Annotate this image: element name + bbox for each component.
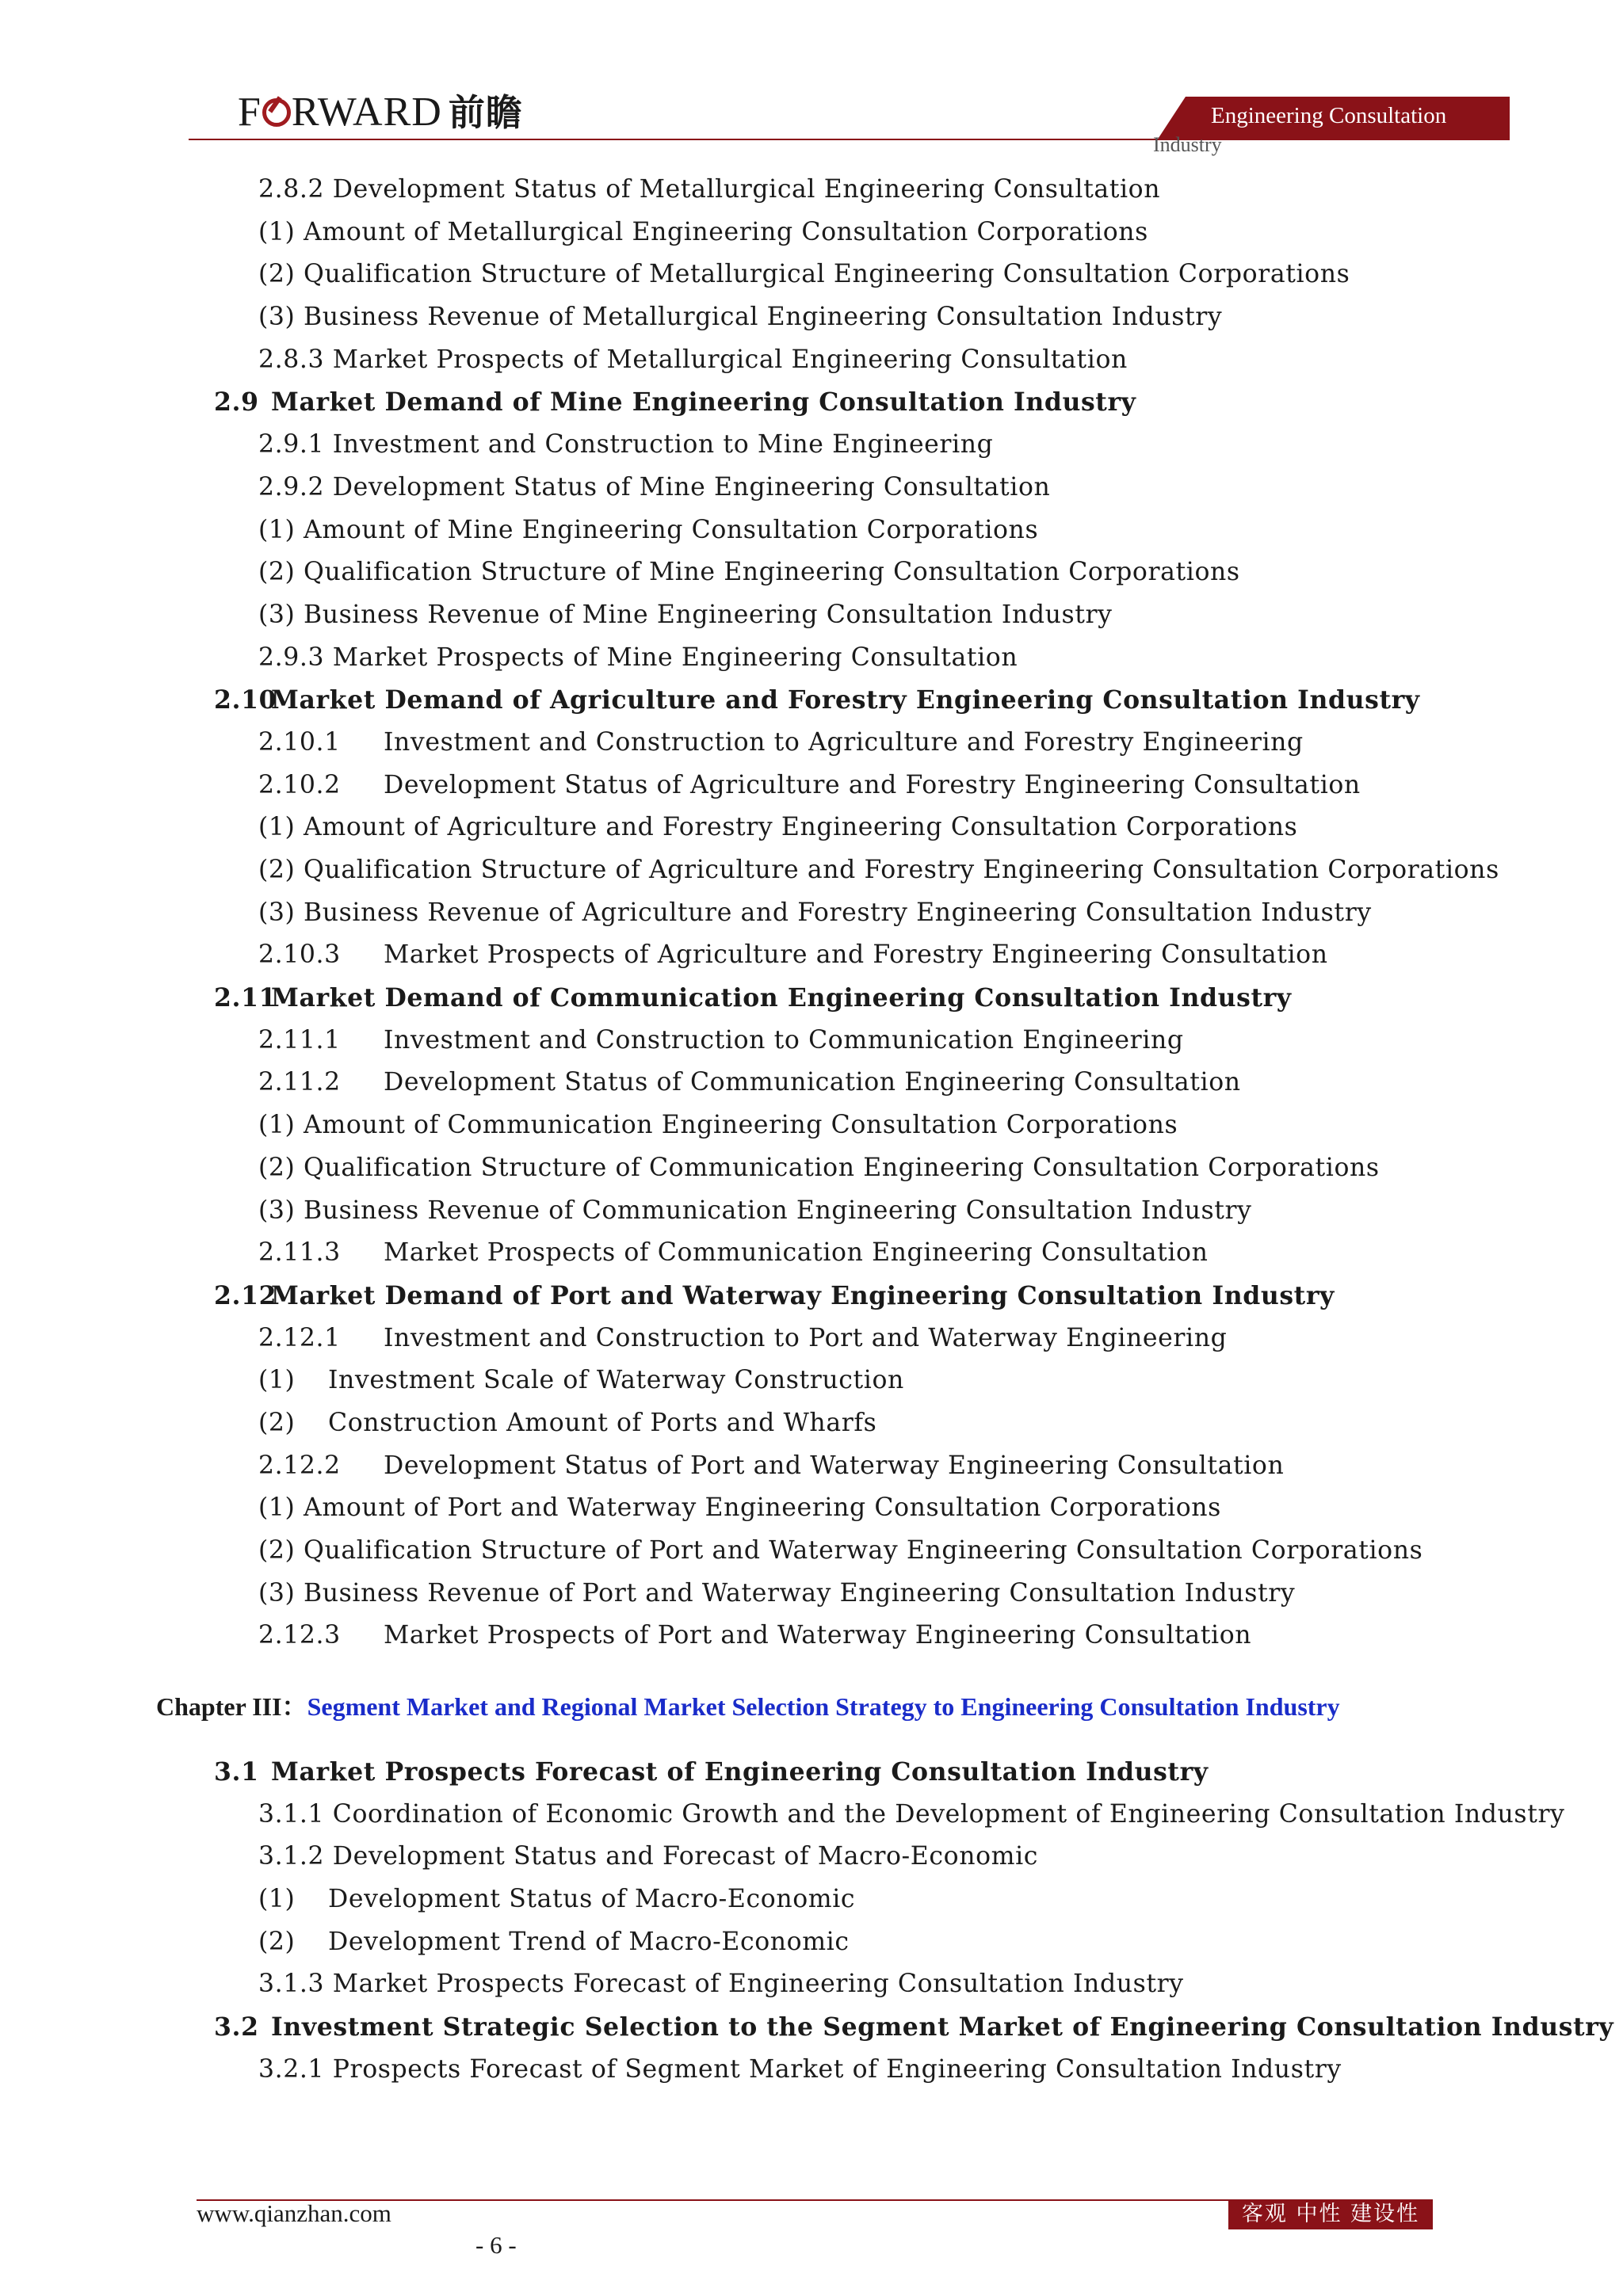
toc-entry-number: 2.10.2 bbox=[258, 770, 341, 799]
toc-entry-text: Market Prospects of Communication Engineering Consultation bbox=[384, 1238, 1209, 1268]
toc-subentry[interactable] bbox=[0, 807, 1623, 849]
toc-entry-text: 3.1.3 Market Prospects Forecast of Engineering Consultation Industry bbox=[258, 1970, 1184, 1999]
toc-entry-text: Development Status of Agriculture and Forestry Engineering Consultation bbox=[384, 770, 1361, 799]
toc-subentry[interactable] bbox=[0, 1020, 1623, 1062]
toc-subentry[interactable] bbox=[0, 1530, 1623, 1573]
toc-subentry[interactable] bbox=[0, 1232, 1623, 1275]
toc-entry-text: (2) Qualification Structure of Port and Waterway Engineering Consultation Corporations bbox=[258, 1536, 1423, 1565]
toc-subentry[interactable] bbox=[0, 1445, 1623, 1488]
toc-section-entry[interactable] bbox=[0, 381, 1623, 424]
toc-section-entry[interactable] bbox=[0, 1751, 1623, 1794]
toc-subentry[interactable] bbox=[0, 1360, 1623, 1402]
toc-entry-text: 3.2.1 Prospects Forecast of Segment Market of Engineering Consultation Industry bbox=[258, 2054, 1342, 2084]
toc-subentry[interactable] bbox=[0, 1573, 1623, 1615]
toc-entry-text: 2.9.1 Investment and Construction to Mine Engineering bbox=[258, 430, 994, 460]
toc-entry-number: 2.11.3 bbox=[258, 1238, 341, 1268]
toc-subentry[interactable] bbox=[0, 296, 1623, 339]
toc-subentry[interactable] bbox=[0, 551, 1623, 594]
toc-entry-text: Construction Amount of Ports and Wharfs bbox=[328, 1408, 877, 1437]
toc-entry-text: Market Prospects Forecast of Engineering Consultation Industry bbox=[271, 1757, 1209, 1787]
toc-entry-text: Development Status of Macro-Economic bbox=[328, 1885, 856, 1914]
toc-entry-text: 3.1.2 Development Status and Forecast of Macro-Economic bbox=[258, 1842, 1039, 1871]
toc-subentry[interactable] bbox=[0, 1318, 1623, 1360]
toc-subentry[interactable] bbox=[0, 212, 1623, 254]
toc-subentry[interactable] bbox=[0, 1402, 1623, 1445]
toc-entry-number: 3.1 bbox=[214, 1757, 259, 1787]
toc-entry-number: 2.11.1 bbox=[258, 1025, 341, 1055]
toc-entry-text: Market Demand of Port and Waterway Engineering Consultation Industry bbox=[271, 1280, 1335, 1310]
toc-entry-text: (1) Amount of Agriculture and Forestry Engineering Consultation Corporations bbox=[258, 813, 1298, 842]
logo-o-mark-icon bbox=[262, 98, 291, 127]
toc-subentry[interactable] bbox=[0, 1963, 1623, 2006]
toc-subentry[interactable] bbox=[0, 1104, 1623, 1147]
header-tab-label: Engineering Consultation bbox=[1211, 103, 1447, 128]
logo-letter-f: F bbox=[238, 90, 262, 135]
toc-subentry[interactable] bbox=[0, 765, 1623, 807]
toc-entry-text: 3.1.1 Coordination of Economic Growth and the Development of Engineering Consultation Industry bbox=[258, 1799, 1565, 1829]
toc-subentry[interactable] bbox=[0, 339, 1623, 382]
toc-entry-text: (1) Amount of Mine Engineering Consultation Corporations bbox=[258, 515, 1039, 544]
toc-entry-text: Market Demand of Communication Engineering Consultation Industry bbox=[271, 983, 1292, 1013]
toc-subentry[interactable] bbox=[0, 254, 1623, 296]
logo-letters-rward: RWARD bbox=[291, 90, 442, 135]
toc-entry-number: 2.12.2 bbox=[258, 1451, 341, 1480]
toc-entry-number: 2.10 bbox=[214, 685, 277, 715]
toc-entry-text: (2) Qualification Structure of Mine Engineering Consultation Corporations bbox=[258, 558, 1240, 587]
toc-entry-number: 2.12 bbox=[214, 1280, 277, 1310]
footer-website-link[interactable]: www.qianzhan.com bbox=[197, 2199, 391, 2227]
table-of-contents-chapter-3 bbox=[0, 1751, 1623, 2092]
toc-entry-text: (3) Business Revenue of Mine Engineering Consultation Industry bbox=[258, 600, 1113, 629]
toc-subentry[interactable] bbox=[0, 1836, 1623, 1878]
toc-entry-number: 2.11 bbox=[214, 983, 277, 1013]
toc-entry-text: Market Demand of Agriculture and Forestry Engineering Consultation Industry bbox=[271, 685, 1420, 715]
toc-subentry[interactable] bbox=[0, 1487, 1623, 1530]
toc-entry-number: 2.11.2 bbox=[258, 1068, 341, 1097]
toc-entry-text: Market Demand of Mine Engineering Consultation Industry bbox=[271, 387, 1136, 418]
header-tab-overflow-text: Industry bbox=[1153, 133, 1222, 156]
toc-entry-text: 2.9.3 Market Prospects of Mine Engineering Consultation bbox=[258, 643, 1018, 672]
toc-subentry[interactable] bbox=[0, 892, 1623, 935]
toc-entry-text: (3) Business Revenue of Port and Waterway Engineering Consultation Industry bbox=[258, 1578, 1296, 1608]
toc-subentry[interactable] bbox=[0, 849, 1623, 892]
toc-entry-text: (1) Amount of Communication Engineering Consultation Corporations bbox=[258, 1111, 1178, 1140]
toc-entry-text: (2) Qualification Structure of Metallurgical Engineering Consultation Corporations bbox=[258, 260, 1350, 289]
toc-entry-number: (1) bbox=[258, 1366, 296, 1395]
toc-entry-number: (1) bbox=[258, 1885, 296, 1914]
toc-section-entry[interactable] bbox=[0, 977, 1623, 1020]
toc-subentry[interactable] bbox=[0, 1921, 1623, 1964]
toc-entry-number: 2.9 bbox=[214, 387, 259, 418]
toc-entry-number: (2) bbox=[258, 1927, 296, 1956]
toc-subentry[interactable] bbox=[0, 1190, 1623, 1233]
toc-entry-number: (2) bbox=[258, 1408, 296, 1437]
toc-subentry[interactable] bbox=[0, 424, 1623, 467]
toc-subentry[interactable] bbox=[0, 934, 1623, 977]
toc-entry-text: Investment Scale of Waterway Construction bbox=[328, 1366, 904, 1395]
toc-subentry[interactable] bbox=[0, 637, 1623, 680]
toc-entry-text: Development Trend of Macro-Economic bbox=[328, 1927, 850, 1956]
toc-subentry[interactable] bbox=[0, 509, 1623, 552]
toc-subentry[interactable] bbox=[0, 722, 1623, 765]
toc-entry-text: (3) Business Revenue of Communication Engineering Consultation Industry bbox=[258, 1196, 1252, 1225]
toc-section-entry[interactable] bbox=[0, 679, 1623, 722]
toc-subentry[interactable] bbox=[0, 1062, 1623, 1104]
toc-entry-text: (3) Business Revenue of Agriculture and Forestry Engineering Consultation Industry bbox=[258, 898, 1372, 927]
toc-entry-number: 2.12.3 bbox=[258, 1621, 341, 1650]
toc-entry-text: Investment and Construction to Port and Waterway Engineering bbox=[384, 1323, 1228, 1352]
toc-subentry[interactable] bbox=[0, 467, 1623, 509]
toc-entry-number: 2.12.1 bbox=[258, 1323, 341, 1352]
chapter-label: Chapter III： bbox=[156, 1692, 307, 1721]
chapter-title: Segment Market and Regional Market Selection Strategy to Engineering Consultation Industry bbox=[307, 1692, 1340, 1721]
toc-entry-number: 2.10.3 bbox=[258, 940, 341, 970]
toc-entry-text: (1) Amount of Metallurgical Engineering Consultation Corporations bbox=[258, 217, 1148, 246]
toc-subentry[interactable] bbox=[0, 2049, 1623, 2092]
toc-entry-text: Investment Strategic Selection to the Segment Market of Engineering Consultation Industry bbox=[271, 2012, 1614, 2042]
logo-chinese-text: 前瞻 bbox=[448, 91, 523, 134]
toc-entry-text: Development Status of Communication Engineering Consultation bbox=[384, 1068, 1241, 1097]
toc-section-entry[interactable] bbox=[0, 1275, 1623, 1318]
footer-tagline: 客观 中性 建设性 bbox=[1228, 2199, 1433, 2229]
toc-subentry[interactable] bbox=[0, 1794, 1623, 1836]
page-number: - 6 - bbox=[475, 2231, 517, 2259]
toc-entry-text: Investment and Construction to Communication Engineering bbox=[384, 1025, 1184, 1055]
chapter-heading bbox=[156, 1689, 1340, 1724]
toc-entry-text: (2) Qualification Structure of Communication Engineering Consultation Corporations bbox=[258, 1153, 1380, 1182]
toc-entry-number: 2.10.1 bbox=[258, 727, 341, 757]
toc-entry-number: 3.2 bbox=[214, 2012, 259, 2042]
toc-subentry[interactable] bbox=[0, 594, 1623, 637]
page-header bbox=[0, 0, 1623, 158]
toc-subentry[interactable] bbox=[0, 1878, 1623, 1921]
toc-entry-text: 2.8.3 Market Prospects of Metallurgical Engineering Consultation bbox=[258, 345, 1128, 374]
toc-entry-text: (3) Business Revenue of Metallurgical Engineering Consultation Industry bbox=[258, 303, 1223, 332]
forward-logo bbox=[238, 89, 523, 136]
toc-entry-text: 2.9.2 Development Status of Mine Engineering Consultation bbox=[258, 472, 1051, 502]
toc-subentry[interactable] bbox=[0, 169, 1623, 212]
toc-subentry[interactable] bbox=[0, 1615, 1623, 1657]
toc-entry-text: Investment and Construction to Agriculture and Forestry Engineering bbox=[384, 727, 1304, 757]
toc-entry-text: Market Prospects of Port and Waterway Engineering Consultation bbox=[384, 1621, 1252, 1650]
toc-entry-text: (1) Amount of Port and Waterway Engineering Consultation Corporations bbox=[258, 1493, 1221, 1523]
toc-entry-text: (2) Qualification Structure of Agriculture and Forestry Engineering Consultation Corporations bbox=[258, 856, 1499, 884]
toc-section-entry[interactable] bbox=[0, 2006, 1623, 2049]
toc-subentry[interactable] bbox=[0, 1147, 1623, 1190]
toc-entry-text: Development Status of Port and Waterway Engineering Consultation bbox=[384, 1451, 1285, 1480]
toc-entry-text: Market Prospects of Agriculture and Forestry Engineering Consultation bbox=[384, 940, 1328, 970]
table-of-contents bbox=[0, 169, 1623, 1657]
toc-entry-text: 2.8.2 Development Status of Metallurgical Engineering Consultation bbox=[258, 175, 1161, 204]
